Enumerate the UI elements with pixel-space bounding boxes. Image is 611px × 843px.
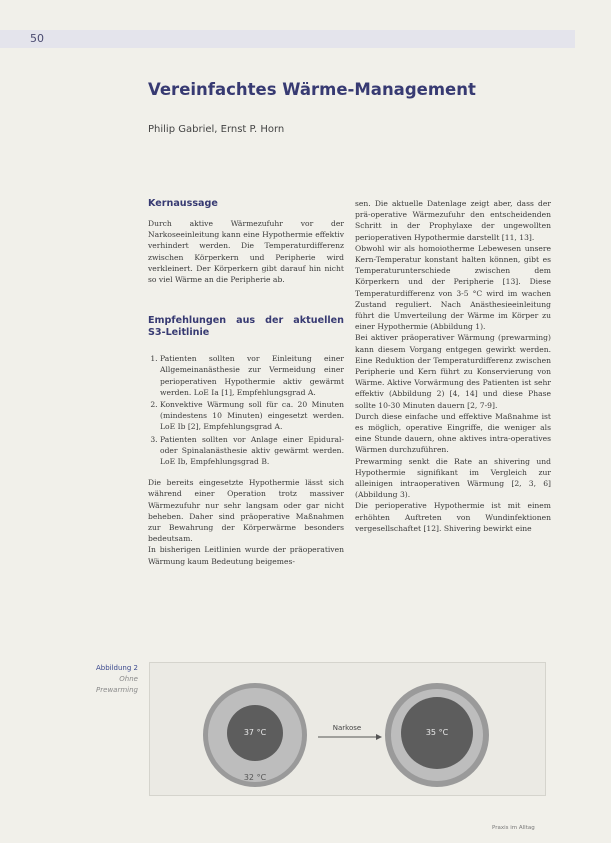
body-paragraph: Obwohl wir als homoiotherme Lebewesen unsere Kern-Temperatur konstant halten können, gibt es Temperaturunterschiede zwischen dem Körperkern und der Peripherie [13]. Diese Temperaturdifferenz von 3-5 °C wird im wachen Zustand reguliert. Nach Anästhesieeinleitung führt die Umverteilung der Wärme im Körper zu einer Hypothermie (Abbildung 1). (355, 243, 551, 332)
body-paragraph: sen. Die aktuelle Datenlage zeigt aber, dass der prä-operative Wärmezufuhr den entscheidenden Schritt in der Prophylaxe der ungewollten perioperativen Hypothermie darstellt [11, 13]. (355, 199, 551, 242)
page-number: 50 (30, 32, 44, 45)
right-core-temp: 35 °C (425, 728, 449, 737)
body-paragraph: Prewarming senkt die Rate an shivering und Hypothermie signifikant im Vergleich zur alleinigen intraoperativen Wärmung [2, 3, 6] (Abbildung 3). (355, 456, 551, 500)
kernaussage-text: Durch aktive Wärmezufuhr vor der Narkoseeinleitung kann eine Hypothermie effektiv verhindert werden. Die Temperaturdifferenz zwischen Körperkern und Peripherie wird verkleinert. Der Körperkern gibt darauf hin nicht so viel Wärme an die Peripherie ab. (148, 219, 344, 285)
body-paragraph: Die perioperative Hypothermie ist mit einem erhöhten Auftreten von Wundinfektionen vergesellschaftet [12]. Shivering bewirkt eine (355, 501, 551, 533)
list-item: 2. Konvektive Wärmung soll für ca. 20 Minuten (mindestens 10 Minuten) eingesetzt werden. LoE Ib [2], Empfehlungsgrad A. (160, 399, 344, 433)
section-heading-kernaussage: Kernaussage (148, 198, 218, 209)
body-paragraph: In bisherigen Leitlinien wurde der präoperativen Wärmung kaum Bedeutung beigemes- (148, 545, 344, 566)
article-authors: Philip Gabriel, Ernst P. Horn (148, 124, 285, 135)
body-paragraph: Durch diese einfache und effektive Maßnahme ist es möglich, operative Eingriffe, die weniger als eine Stunde dauern, ohne aktives intra-operatives Wärmen durchzuführen. (355, 411, 551, 455)
left-outer-temp: 32 °C (243, 773, 267, 782)
left-column (148, 198, 344, 567)
arrow-group (318, 724, 382, 740)
recommendation-list (148, 353, 344, 467)
page-footer: Praxis im Alltag (492, 825, 535, 831)
page-header-bar (0, 30, 575, 48)
body-paragraph: Die bereits eingesetzte Hypothermie lässt sich während einer Operation trotz massiver Wärmezufuhr nur sehr langsam oder gar nicht beheben. Daher sind präoperative Maßnahmen zur Bewahrung der Körperwärme besonders bedeutsam. (148, 478, 344, 544)
right-column (355, 198, 551, 534)
figure-caption (82, 663, 138, 696)
arrow-head-icon (376, 734, 382, 740)
figure-box (149, 662, 546, 796)
list-item: 3. Patienten sollten vor Anlage einer Epidural- oder Spinalanästhesie aktiv gewärmt werden. LoE Ib, Empfehlungsgrad B. (160, 434, 344, 468)
article-title: Vereinfachtes Wärme-Management (148, 80, 476, 99)
left-body-diagram (203, 683, 307, 787)
arrow-label: Narkose (332, 724, 362, 732)
body-temperature-diagram (150, 663, 545, 795)
list-item: 1. Patienten sollten vor Einleitung einer Allgemeinanästhesie zur Vermeidung einer perioperativen Hypothermie aktiv gewärmt werden. LoE Ia [1], Empfehlungsgrad A. (160, 353, 344, 398)
left-core-temp: 37 °C (243, 728, 267, 737)
body-paragraph: Bei aktiver präoperativer Wärmung (prewarming) kann diesem Vorgang entgegen gewirkt werden. Eine Reduktion der Temperaturdifferenz zwischen Peripherie und Kern führt zu Konservierung von Wärme. Aktive Vorwärmung des Patienten ist sehr effektiv (Abbildung 2) [4, 14] und diese Phase sollte 10-30 Minuten dauern [2, 7-9]. (355, 333, 551, 410)
right-body-diagram (385, 683, 489, 787)
section-heading-empfehlungen: Empfehlungen aus der aktuellen S3-Leitlinie (148, 315, 344, 339)
figure-subtitle: Ohne Prewarming (96, 675, 138, 694)
figure-label: Abbildung 2 (95, 664, 138, 672)
